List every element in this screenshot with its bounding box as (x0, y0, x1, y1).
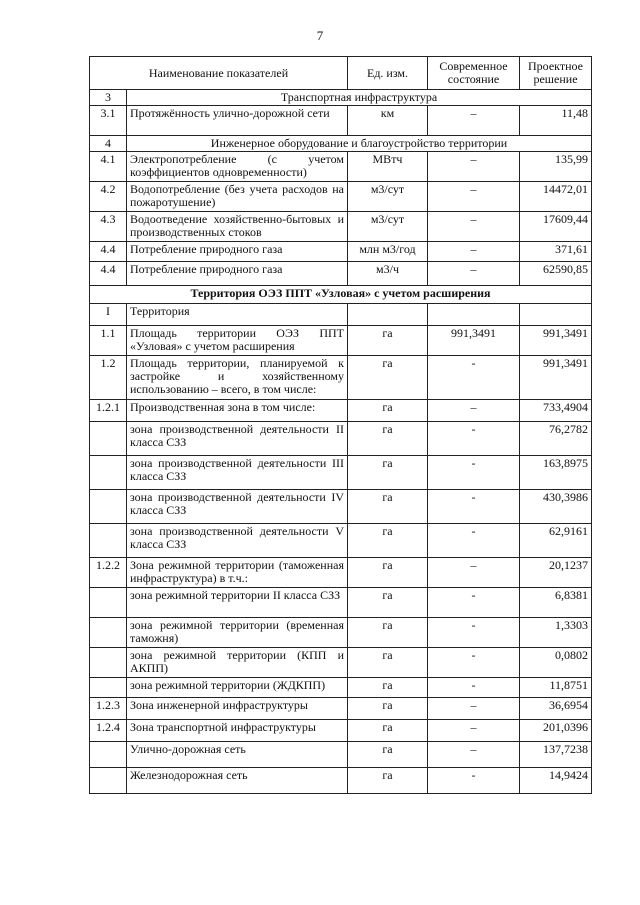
page-number: 7 (316, 28, 324, 43)
unit-cell: га (348, 588, 428, 618)
table-row (90, 326, 592, 356)
project-value: 20,1237 (520, 558, 592, 588)
table-row (90, 212, 592, 242)
current-value: – (428, 400, 520, 422)
current-value: - (428, 422, 520, 456)
current-value: - (428, 356, 520, 400)
indicator-name: Потребление природного газа (127, 262, 348, 286)
current-value: – (428, 182, 520, 212)
current-value: - (428, 768, 520, 794)
row-number (90, 490, 127, 524)
row-number: 4.3 (90, 212, 127, 242)
project-value: 371,61 (520, 242, 592, 262)
table-body (90, 90, 592, 794)
unit-cell: га (348, 698, 428, 720)
unit-cell: га (348, 456, 428, 490)
current-value (428, 304, 520, 326)
header-name: Наименование показателей (90, 57, 348, 90)
table-row (90, 422, 592, 456)
project-value: 991,3491 (520, 326, 592, 356)
unit-cell: га (348, 558, 428, 588)
header-project: Проектное решение (520, 57, 592, 90)
indicator-name: Протяжённость улично-дорожной сети (127, 106, 348, 136)
row-number (90, 524, 127, 558)
table-row (90, 698, 592, 720)
indicator-name: зона производственной деятельности II класса СЗЗ (127, 422, 348, 456)
project-value: 430,3986 (520, 490, 592, 524)
current-value: - (428, 618, 520, 648)
section-row (90, 136, 592, 152)
indicator-name: Железнодорожная сеть (127, 768, 348, 794)
row-number: 1.2.4 (90, 720, 127, 742)
table-row (90, 720, 592, 742)
current-value: - (428, 456, 520, 490)
header-unit: Ед. изм. (348, 57, 428, 90)
unit-cell: МВтч (348, 152, 428, 182)
unit-cell: га (348, 618, 428, 648)
indicator-name: зона производственной деятельности III класса СЗЗ (127, 456, 348, 490)
current-value: – (428, 558, 520, 588)
row-number: I (90, 304, 127, 326)
current-value: - (428, 588, 520, 618)
project-value: 36,6954 (520, 698, 592, 720)
indicator-name: Улично-дорожная сеть (127, 742, 348, 768)
unit-cell: км (348, 106, 428, 136)
territory-heading: Территория ОЭЗ ППТ «Узловая» с учетом расширения (90, 286, 592, 304)
project-value: 1,3303 (520, 618, 592, 648)
indicator-name: Потребление природного газа (127, 242, 348, 262)
unit-cell: м3/сут (348, 212, 428, 242)
row-number (90, 768, 127, 794)
indicator-name: зона режимной территории (КПП и АКПП) (127, 648, 348, 678)
unit-cell: га (348, 326, 428, 356)
unit-cell: га (348, 678, 428, 698)
project-value (520, 304, 592, 326)
current-value: - (428, 648, 520, 678)
section-row (90, 90, 592, 106)
row-number (90, 618, 127, 648)
table-row (90, 490, 592, 524)
row-number: 4.4 (90, 262, 127, 286)
project-value: 17609,44 (520, 212, 592, 242)
table-row (90, 558, 592, 588)
row-number (90, 678, 127, 698)
table-row (90, 678, 592, 698)
indicator-name: Территория (127, 304, 348, 326)
unit-cell: га (348, 648, 428, 678)
project-value: 14,9424 (520, 768, 592, 794)
row-number: 1.1 (90, 326, 127, 356)
indicator-name: Площадь территории ОЭЗ ППТ «Узловая» с учетом расширения (127, 326, 348, 356)
row-number (90, 456, 127, 490)
table-row (90, 648, 592, 678)
table-row (90, 356, 592, 400)
section-title: Инженерное оборудование и благоустройство территории (127, 136, 592, 152)
unit-cell: м3/сут (348, 182, 428, 212)
project-value: 733,4904 (520, 400, 592, 422)
section-title: Транспортная инфраструктура (127, 90, 592, 106)
row-number: 1.2.1 (90, 400, 127, 422)
table-row (90, 456, 592, 490)
row-number: 1.2.2 (90, 558, 127, 588)
current-value: – (428, 242, 520, 262)
project-value: 14472,01 (520, 182, 592, 212)
row-number: 4 (90, 136, 127, 152)
indicator-name: зона режимной территории (ЖДКПП) (127, 678, 348, 698)
row-number (90, 648, 127, 678)
project-value: 76,2782 (520, 422, 592, 456)
indicator-name: Зона транспортной инфраструктуры (127, 720, 348, 742)
current-value: 991,3491 (428, 326, 520, 356)
table-row (90, 182, 592, 212)
unit-cell: га (348, 742, 428, 768)
table-row (90, 242, 592, 262)
current-value: – (428, 720, 520, 742)
unit-cell: га (348, 768, 428, 794)
row-number: 3.1 (90, 106, 127, 136)
project-value: 135,99 (520, 152, 592, 182)
table-row (90, 524, 592, 558)
indicator-name: Водоотведение хозяйственно-бытовых и производственных стоков (127, 212, 348, 242)
current-value: – (428, 212, 520, 242)
project-value: 6,8381 (520, 588, 592, 618)
table-row (90, 262, 592, 286)
current-value: - (428, 678, 520, 698)
table-row (90, 152, 592, 182)
row-number: 4.1 (90, 152, 127, 182)
indicator-name: зона производственной деятельности IV класса СЗЗ (127, 490, 348, 524)
row-number: 4.2 (90, 182, 127, 212)
project-value: 163,8975 (520, 456, 592, 490)
indicator-name: Зона режимной территории (таможенная инфраструктура) в т.ч.: (127, 558, 348, 588)
table-row (90, 768, 592, 794)
project-value: 62,9161 (520, 524, 592, 558)
current-value: – (428, 742, 520, 768)
project-value: 11,8751 (520, 678, 592, 698)
table-row (90, 400, 592, 422)
project-value: 62590,85 (520, 262, 592, 286)
unit-cell: га (348, 490, 428, 524)
unit-cell (348, 304, 428, 326)
unit-cell: га (348, 422, 428, 456)
row-number: 1.2.3 (90, 698, 127, 720)
row-number: 4.4 (90, 242, 127, 262)
table-row (90, 106, 592, 136)
current-value: – (428, 262, 520, 286)
current-value: - (428, 524, 520, 558)
project-value: 11,48 (520, 106, 592, 136)
indicators-table (89, 56, 592, 794)
unit-cell: га (348, 524, 428, 558)
table-row (90, 304, 592, 326)
indicator-name: Площадь территории, планируемой к застройке и хозяйственному использованию – всего, в том числе: (127, 356, 348, 400)
territory-heading-row (90, 286, 592, 304)
indicator-name: зона режимной территории (временная таможня) (127, 618, 348, 648)
indicator-name: Водопотребление (без учета расходов на пожаротушение) (127, 182, 348, 212)
row-number (90, 422, 127, 456)
row-number: 1.2 (90, 356, 127, 400)
table-header-row (90, 57, 592, 90)
table-row (90, 742, 592, 768)
unit-cell: млн м3/год (348, 242, 428, 262)
project-value: 201,0396 (520, 720, 592, 742)
table-row (90, 588, 592, 618)
indicator-name: зона режимной территории II класса СЗЗ (127, 588, 348, 618)
indicator-name: зона производственной деятельности V класса СЗЗ (127, 524, 348, 558)
current-value: – (428, 106, 520, 136)
current-value: – (428, 152, 520, 182)
project-value: 0,0802 (520, 648, 592, 678)
indicator-name: Зона инженерной инфраструктуры (127, 698, 348, 720)
indicator-name: Производственная зона в том числе: (127, 400, 348, 422)
unit-cell: м3/ч (348, 262, 428, 286)
unit-cell: га (348, 400, 428, 422)
project-value: 137,7238 (520, 742, 592, 768)
current-value: - (428, 490, 520, 524)
unit-cell: га (348, 720, 428, 742)
row-number (90, 742, 127, 768)
unit-cell: га (348, 356, 428, 400)
project-value: 991,3491 (520, 356, 592, 400)
current-value: – (428, 698, 520, 720)
row-number: 3 (90, 90, 127, 106)
row-number (90, 588, 127, 618)
indicator-name: Электропотребление (с учетом коэффициентов одновременности) (127, 152, 348, 182)
table-row (90, 618, 592, 648)
header-current: Современное состояние (428, 57, 520, 90)
